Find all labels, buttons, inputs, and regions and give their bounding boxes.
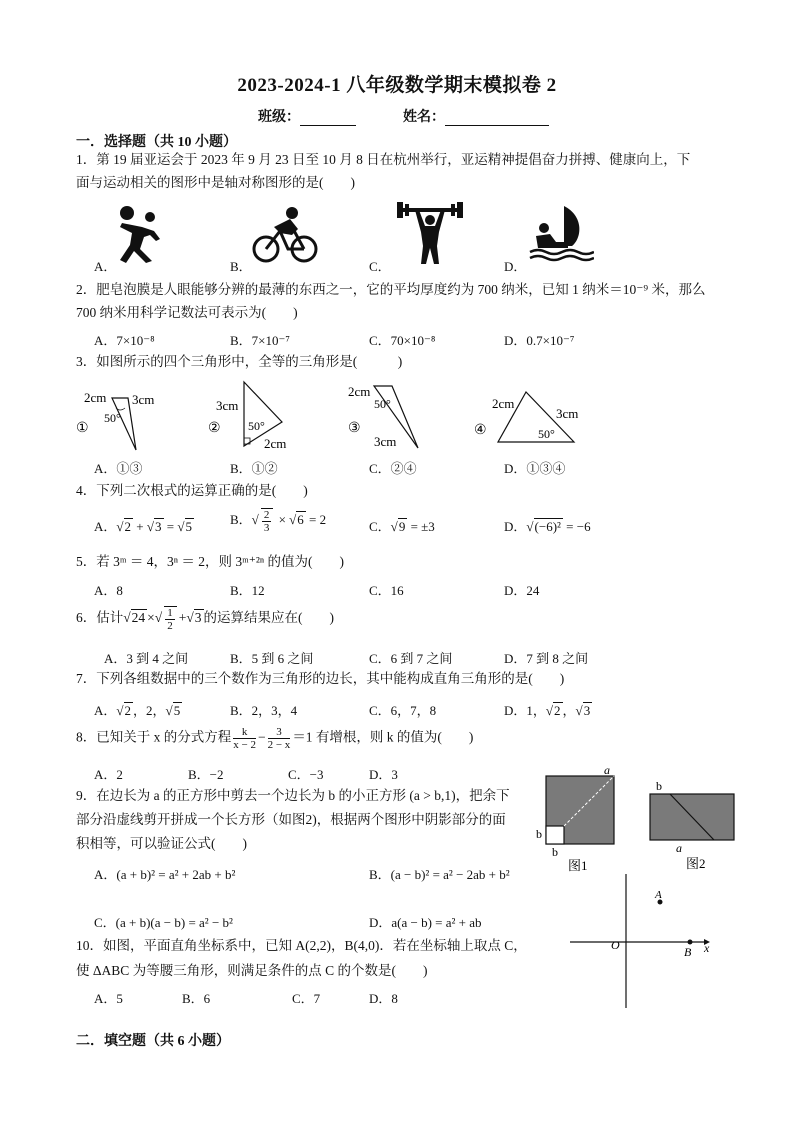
svg-text:b: b [552, 845, 558, 859]
q4-option-b[interactable]: B．√ $\frac{2}{3}$ × √6 = 2 [230, 509, 327, 534]
q10-option-a[interactable]: A．5 [94, 991, 123, 1006]
svg-text:a: a [604, 763, 610, 777]
q7-option-c[interactable]: C．6，7，8 [369, 703, 437, 718]
class-label: 班级： [258, 110, 300, 125]
q9-line1: 9．在边长为 a 的正方形中剪去一个边长为 b 的小正方形 (a > b,1)，把余下 [76, 788, 510, 803]
q6-line1: 6．估计√24 ×√ $\frac{1}{2}$ +√3 的运算结果应在( ) [76, 607, 335, 632]
svg-text:②: ② [208, 421, 221, 436]
svg-text:50°: 50° [104, 411, 121, 425]
q9-option-a[interactable]: A．(a + b)² = a² + 2ab + b² [94, 867, 236, 882]
triangle-figure-4 [470, 378, 620, 456]
q1-line2: 面与运动相关的图形中是轴对称图形的是( ) [76, 175, 355, 190]
q3-option-b[interactable]: B．①② [230, 461, 278, 476]
class-blank[interactable] [300, 111, 356, 126]
q8-option-d[interactable]: D．3 [369, 767, 398, 782]
q9-line3: 积相等，可以验证公式( ) [76, 836, 247, 851]
q10-option-b[interactable]: B．6 [182, 991, 211, 1006]
q2-option-a[interactable]: A．7×10⁻⁸ [94, 333, 155, 348]
q8-option-b[interactable]: B．−2 [188, 767, 224, 782]
svg-text:3cm: 3cm [374, 434, 397, 449]
weightlifter-icon [395, 200, 465, 266]
q2-line1: 2．肥皂泡膜是人眼能够分辨的最薄的东西之一，它的平均厚度约为 700 纳米，已知 1 纳米＝10⁻⁹ 米，那么 [76, 282, 706, 297]
q2-option-d[interactable]: D．0.7×10⁻⁷ [504, 333, 575, 348]
q5-option-a[interactable]: A．8 [94, 583, 123, 598]
square-figure-1 [530, 762, 620, 874]
svg-text:50°: 50° [538, 427, 555, 441]
q1-option-c[interactable]: C． [369, 259, 391, 274]
sailing-icon [528, 202, 594, 266]
svg-text:x: x [704, 941, 710, 955]
q1-line1: 1．第 19 届亚运会于 2023 年 9 月 23 日至 10 月 8 日在杭州举行，亚运精神提倡奋力拼搏、健康向上，下 [76, 152, 691, 167]
svg-text:O: O [611, 938, 620, 952]
q6-option-b[interactable]: B．5 到 6 之间 [230, 651, 314, 666]
q8-option-c[interactable]: C．−3 [288, 767, 324, 782]
q4-option-d[interactable]: D．√(−6)² = −6 [504, 519, 591, 534]
svg-text:图2: 图2 [686, 856, 706, 871]
coordinate-figure [568, 870, 718, 1012]
svg-text:b: b [536, 827, 542, 841]
q4-option-c[interactable]: C．√9 = ±3 [369, 519, 435, 534]
triangle-figure-1 [72, 378, 202, 456]
q5-option-b[interactable]: B．12 [230, 583, 265, 598]
q5-option-d[interactable]: D．24 [504, 583, 540, 598]
q3-option-a[interactable]: A．①③ [94, 461, 143, 476]
svg-text:2cm: 2cm [264, 436, 287, 451]
triangle-figure-3 [344, 378, 464, 456]
page-title: 2023-2024-1 八年级数学期末模拟卷 2 [237, 75, 557, 96]
svg-text:2cm: 2cm [84, 390, 107, 405]
q4-option-a[interactable]: A．√2 + √3 = √5 [94, 519, 192, 534]
svg-text:A: A [655, 889, 662, 901]
volleyball-player-icon [112, 205, 178, 265]
svg-text:B: B [684, 945, 692, 959]
q7-option-d[interactable]: D．1，√2 ，√3 [504, 703, 591, 718]
q7-option-b[interactable]: B．2，3，4 [230, 703, 298, 718]
svg-text:50°: 50° [374, 397, 391, 411]
q3-option-c[interactable]: C．②④ [369, 461, 417, 476]
svg-text:图1: 图1 [568, 858, 588, 873]
q9-line2: 部分沿虚线剪开拼成一个长方形（如图2)，根据两个图形中阴影部分的面 [76, 812, 506, 827]
q1-option-a[interactable]: A． [94, 259, 117, 274]
q4-line1: 4．下列二次根式的运算正确的是( ) [76, 483, 308, 498]
class-field [258, 106, 549, 126]
q10-option-d[interactable]: D．8 [369, 991, 398, 1006]
triangle-figure-2 [206, 378, 336, 456]
section-2-title: 二．填空题（共 6 小题） [76, 1034, 230, 1049]
svg-text:2cm: 2cm [492, 396, 515, 411]
svg-text:50°: 50° [248, 419, 265, 433]
q9-option-d[interactable]: D．a(a − b) = a² + ab [369, 915, 482, 930]
cyclist-icon [252, 205, 318, 265]
section-1-title: 一．选择题（共 10 小题） [76, 135, 237, 150]
q6-option-d[interactable]: D．7 到 8 之间 [504, 651, 589, 666]
q6-option-a[interactable]: A．3 到 4 之间 [104, 651, 189, 666]
q1-option-d[interactable]: D． [504, 259, 527, 274]
q2-option-b[interactable]: B．7×10⁻⁷ [230, 333, 290, 348]
q10-option-c[interactable]: C．7 [292, 991, 321, 1006]
svg-text:③: ③ [348, 421, 361, 436]
q9-option-c[interactable]: C．(a + b)(a − b) = a² − b² [94, 915, 233, 930]
svg-text:b: b [656, 779, 662, 793]
name-blank[interactable] [445, 111, 549, 126]
svg-text:3cm: 3cm [556, 406, 579, 421]
q7-line1: 7．下列各组数据中的三个数作为三角形的边长，其中能构成直角三角形的是( ) [76, 671, 565, 686]
svg-text:3cm: 3cm [132, 392, 155, 407]
q2-option-c[interactable]: C．70×10⁻⁸ [369, 333, 436, 348]
q8-option-a[interactable]: A．2 [94, 767, 123, 782]
svg-text:2cm: 2cm [348, 384, 371, 399]
q10-line2: 使 ΔABC 为等腰三角形，则满足条件的点 C 的个数是( ) [76, 963, 428, 978]
fig1-label: ① [76, 421, 89, 436]
svg-text:3cm: 3cm [216, 398, 239, 413]
q9-option-b[interactable]: B．(a − b)² = a² − 2ab + b² [369, 867, 510, 882]
q6-option-c[interactable]: C．6 到 7 之间 [369, 651, 453, 666]
q1-option-b[interactable]: B． [230, 259, 252, 274]
q3-option-d[interactable]: D．①③④ [504, 461, 566, 476]
q7-option-a[interactable]: A．√2 ，2，√5 [94, 703, 181, 718]
q5-option-c[interactable]: C．16 [369, 583, 404, 598]
q8-line1: 8．已知关于 x 的分式方程 $\frac{k}{x - 2}$ − $\frac{3}{2 - x}$ ＝1 有增根，则 k 的值为( ) [76, 726, 474, 751]
name-label: 姓名： [403, 110, 445, 125]
rectangle-figure-2 [640, 776, 740, 872]
q5-line1: 5．若 3ᵐ ＝ 4，3ⁿ ＝ 2，则 3ᵐ⁺²ⁿ 的值为( ) [76, 554, 344, 569]
q10-line1: 10．如图，平面直角坐标系中，已知 A(2,2)，B(4,0)．若在坐标轴上取点 C， [76, 938, 527, 953]
svg-text:④: ④ [474, 423, 487, 438]
q2-line2: 700 纳米用科学记数法可表示为( ) [76, 305, 298, 320]
q3-line1: 3．如图所示的四个三角形中，全等的三角形是( ) [76, 354, 403, 369]
svg-text:a: a [676, 841, 682, 855]
